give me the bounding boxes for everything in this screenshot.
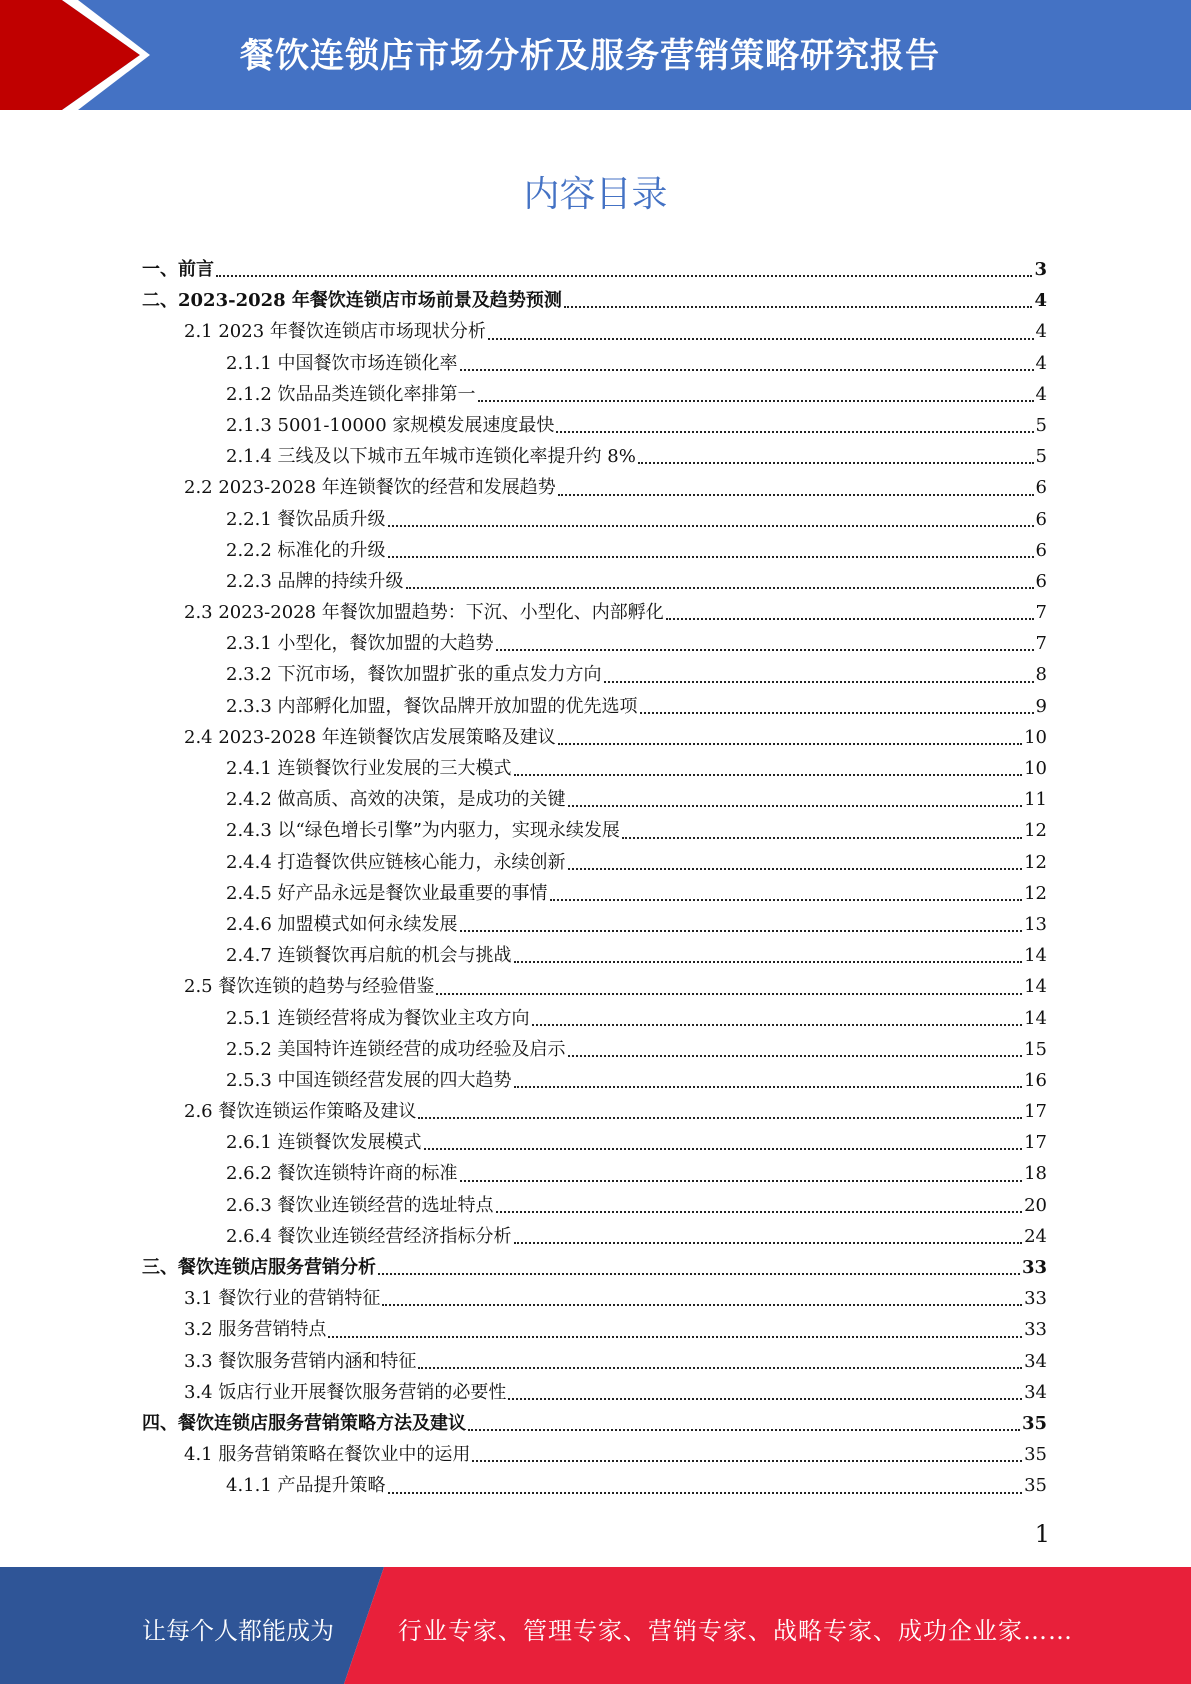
toc-entry-title: 2.4.2 做高质、高效的决策，是成功的关键 [226,789,566,811]
toc-entry[interactable] [142,1096,1047,1127]
toc-entry[interactable] [142,410,1047,441]
toc-entry[interactable] [142,254,1047,285]
toc-entry-page: 12 [1024,820,1047,842]
toc-entry-page: 6 [1035,539,1047,561]
toc-leader-dots [328,1318,1022,1338]
toc-entry-title: 2.3.2 下沉市场，餐饮加盟扩张的重点发力方向 [226,664,602,686]
toc-entry-title: 2.1.3 5001-10000 家规模发展速度最快 [226,414,555,436]
toc-entry[interactable] [142,1439,1047,1470]
toc-entry-page: 4 [1035,352,1047,374]
toc-entry[interactable] [142,348,1047,379]
toc-entry-title: 4.1 服务营销策略在餐饮业中的运用 [184,1444,471,1466]
toc-leader-dots [558,725,1022,745]
toc-entry[interactable] [142,784,1047,815]
toc-entry-page: 8 [1035,664,1047,686]
toc-entry[interactable] [142,691,1047,722]
toc-leader-dots [568,787,1023,807]
toc-entry-page: 17 [1024,1132,1047,1154]
header-banner [0,0,1191,110]
toc-entry-page: 18 [1024,1163,1047,1185]
toc-entry[interactable] [142,379,1047,410]
toc-entry[interactable] [142,722,1047,753]
toc-entry[interactable] [142,504,1047,535]
toc-entry-page: 14 [1024,1007,1047,1029]
toc-entry-title: 2.4 2023-2028 年连锁餐饮店发展策略及建议 [184,726,556,748]
toc-entry-title: 2.5.3 中国连锁经营发展的四大趋势 [226,1069,512,1091]
toc-entry-page: 11 [1024,789,1047,811]
toc-entry-page: 12 [1024,882,1047,904]
toc-entry-title: 一、前言 [142,259,214,280]
toc-entry-title: 2.5.1 连锁经营将成为餐饮业主攻方向 [226,1007,530,1029]
toc-entry-title: 2.1.4 三线及以下城市五年城市连锁化率提升约 8% [226,446,636,468]
toc-entry-page: 15 [1024,1038,1047,1060]
toc-entry[interactable] [142,1408,1047,1439]
toc-leader-dots [564,288,1033,308]
toc-entry[interactable] [142,1190,1047,1221]
toc-entry[interactable] [142,1065,1047,1096]
toc-leader-dots [424,1130,1023,1150]
toc-leader-dots [472,1442,1022,1462]
toc-entry-page: 7 [1035,633,1047,655]
toc-entry-title: 2.4.7 连锁餐饮再启航的机会与挑战 [226,945,512,967]
toc-leader-dots [478,382,1034,402]
toc-entry-title: 2.4.3 以“绿色增长引擎”为内驱力，实现永续发展 [226,820,620,842]
toc-leader-dots [568,1037,1023,1057]
toc-entry-page: 16 [1024,1069,1047,1091]
toc-entry-page: 34 [1024,1350,1047,1372]
toc-entry-title: 2.6.2 餐饮连锁特许商的标准 [226,1163,458,1185]
toc-entry-title: 2.4.5 好产品永远是餐饮业最重要的事情 [226,882,548,904]
toc-entry-page: 5 [1035,446,1047,468]
toc-entry-title: 2.1 2023 年餐饮连锁店市场现状分析 [184,321,486,343]
toc-entry-page: 10 [1024,758,1047,779]
toc-entry[interactable] [142,1470,1047,1501]
toc-entry-title: 2.3.3 内部孵化加盟，餐饮品牌开放加盟的优先选项 [226,695,638,717]
toc-entry[interactable] [142,1003,1047,1034]
toc-entry-page: 6 [1035,570,1047,592]
toc-entry[interactable] [142,316,1047,347]
toc-entry-page: 34 [1024,1381,1047,1403]
toc-entry-title: 2.3 2023-2028 年餐饮加盟趋势：下沉、小型化、内部孵化 [184,602,664,624]
toc-entry-page: 3 [1034,259,1047,280]
report-title: 餐饮连锁店市场分析及服务营销策略研究报告 [240,36,940,76]
toc-entry[interactable] [142,1252,1047,1283]
toc-entry-title: 2.6 餐饮连锁运作策略及建议 [184,1101,417,1123]
toc-entry-page: 6 [1035,477,1047,499]
footer-banner [0,1567,1191,1684]
toc-entry[interactable] [142,847,1047,878]
footer-slogan-left: 让每个人都能成为 [142,1617,334,1645]
toc-entry[interactable] [142,909,1047,940]
toc-leader-dots [460,1162,1023,1182]
toc-leader-dots [514,756,1023,776]
toc-entry[interactable] [142,597,1047,628]
toc-entry-title: 3.2 服务营销特点 [184,1319,327,1341]
toc-leader-dots [216,257,1032,277]
toc-leader-dots [532,1006,1023,1026]
toc-leader-dots [388,1474,1023,1494]
toc-entry-page: 10 [1024,726,1047,748]
toc-entry-page: 13 [1024,913,1047,935]
toc-leader-dots [638,444,1034,464]
toc-entry[interactable] [142,472,1047,503]
toc-entry-title: 2.6.1 连锁餐饮发展模式 [226,1132,422,1154]
toc-entry[interactable] [142,1346,1047,1377]
toc-entry-page: 4 [1034,290,1047,312]
toc-leader-dots [556,413,1033,433]
toc-leader-dots [508,1380,1022,1400]
toc-entry[interactable] [142,753,1047,784]
toc-leader-dots [640,694,1034,714]
toc-leader-dots [406,569,1034,589]
toc-entry[interactable] [142,535,1047,566]
toc-entry[interactable] [142,441,1047,472]
toc-entry-page: 6 [1035,508,1047,530]
toc-entry-page: 7 [1035,602,1047,624]
toc-entry-page: 33 [1024,1288,1047,1310]
toc-entry-page: 5 [1035,414,1047,436]
toc-leader-dots [514,1068,1023,1088]
toc-leader-dots [388,507,1034,527]
toc-leader-dots [388,538,1034,558]
toc-entry-page: 12 [1024,851,1047,873]
chevron-decoration [0,0,160,110]
toc-entry-page: 20 [1024,1194,1047,1216]
toc-entry-title: 2.6.3 餐饮业连锁经营的选址特点 [226,1194,494,1216]
toc-entry-title: 2.4.4 打造餐饮供应链核心能力，永续创新 [226,851,566,873]
toc-leader-dots [514,943,1023,963]
toc-leader-dots [488,320,1034,340]
page-number: 1 [1034,1520,1050,1548]
toc-entry-page: 9 [1035,695,1047,717]
toc-entry[interactable] [142,815,1047,846]
toc-entry[interactable] [142,285,1047,316]
toc-leader-dots [666,600,1034,620]
toc-entry-title: 2.1.2 饮品品类连锁化率排第一 [226,383,476,405]
toc-entry-title: 2.2.1 餐饮品质升级 [226,508,386,530]
toc-entry-title: 2.5 餐饮连锁的趋势与经验借鉴 [184,976,435,998]
toc-entry-title: 三、餐饮连锁店服务营销分析 [142,1257,376,1278]
table-of-contents [142,254,1047,1502]
toc-leader-dots [460,912,1023,932]
toc-leader-dots [378,1255,1020,1275]
toc-entry-page: 35 [1024,1475,1047,1497]
toc-leader-dots [514,1224,1023,1244]
toc-entry-title: 2.3.1 小型化，餐饮加盟的大趋势 [226,633,494,655]
toc-leader-dots [496,631,1034,651]
toc-entry-title: 2.5.2 美国特许连锁经营的成功经验及启示 [226,1038,566,1060]
toc-entry-title: 二、2023-2028 年餐饮连锁店市场前景及趋势预测 [142,290,562,312]
toc-entry[interactable] [142,1314,1047,1345]
toc-entry[interactable] [142,628,1047,659]
toc-entry[interactable] [142,1283,1047,1314]
toc-entry-page: 4 [1035,383,1047,405]
toc-entry-page: 33 [1021,1257,1047,1278]
toc-entry-page: 14 [1024,976,1047,998]
toc-heading: 内容目录 [523,174,668,215]
toc-entry-title: 4.1.1 产品提升策略 [226,1475,386,1497]
toc-entry[interactable] [142,878,1047,909]
toc-entry-title: 2.2.3 品牌的持续升级 [226,570,404,592]
toc-entry[interactable] [142,971,1047,1002]
toc-leader-dots [418,1349,1022,1369]
toc-entry-title: 3.1 餐饮行业的营销特征 [184,1288,381,1310]
toc-entry-page: 24 [1024,1225,1047,1247]
toc-entry[interactable] [142,1221,1047,1252]
toc-entry[interactable] [142,566,1047,597]
toc-entry-page: 35 [1024,1444,1047,1466]
toc-entry-page: 33 [1024,1319,1047,1341]
toc-entry-page: 14 [1024,945,1047,967]
toc-entry-title: 四、餐饮连锁店服务营销策略方法及建议 [142,1412,466,1434]
toc-entry[interactable] [142,940,1047,971]
toc-leader-dots [436,975,1022,995]
toc-leader-dots [550,881,1023,901]
toc-entry-title: 2.4.1 连锁餐饮行业发展的三大模式 [226,758,512,779]
toc-entry-title: 2.1.1 中国餐饮市场连锁化率 [226,352,458,374]
toc-entry-title: 2.2.2 标准化的升级 [226,539,386,561]
toc-leader-dots [496,1193,1023,1213]
toc-entry-title: 2.2 2023-2028 年连锁餐饮的经营和发展趋势 [184,477,556,499]
toc-entry-title: 2.6.4 餐饮业连锁经营经济指标分析 [226,1225,512,1247]
toc-leader-dots [382,1286,1022,1306]
toc-entry-title: 3.4 饭店行业开展餐饮服务营销的必要性 [184,1381,507,1403]
toc-leader-dots [568,850,1023,870]
toc-leader-dots [558,476,1034,496]
toc-leader-dots [604,663,1034,683]
toc-leader-dots [418,1099,1022,1119]
toc-leader-dots [460,351,1034,371]
toc-entry-title: 3.3 餐饮服务营销内涵和特征 [184,1350,417,1372]
toc-leader-dots [622,819,1022,839]
toc-entry[interactable] [142,1158,1047,1189]
toc-entry[interactable] [142,659,1047,690]
toc-entry-page: 4 [1035,321,1047,343]
footer-slogan-right: 行业专家、管理专家、营销专家、战略专家、成功企业家…… [398,1617,1073,1645]
toc-entry-page: 17 [1024,1101,1047,1123]
toc-leader-dots [468,1411,1020,1431]
toc-entry-page: 35 [1021,1412,1047,1434]
toc-entry[interactable] [142,1034,1047,1065]
toc-entry[interactable] [142,1377,1047,1408]
toc-entry[interactable] [142,1127,1047,1158]
toc-entry-title: 2.4.6 加盟模式如何永续发展 [226,913,458,935]
